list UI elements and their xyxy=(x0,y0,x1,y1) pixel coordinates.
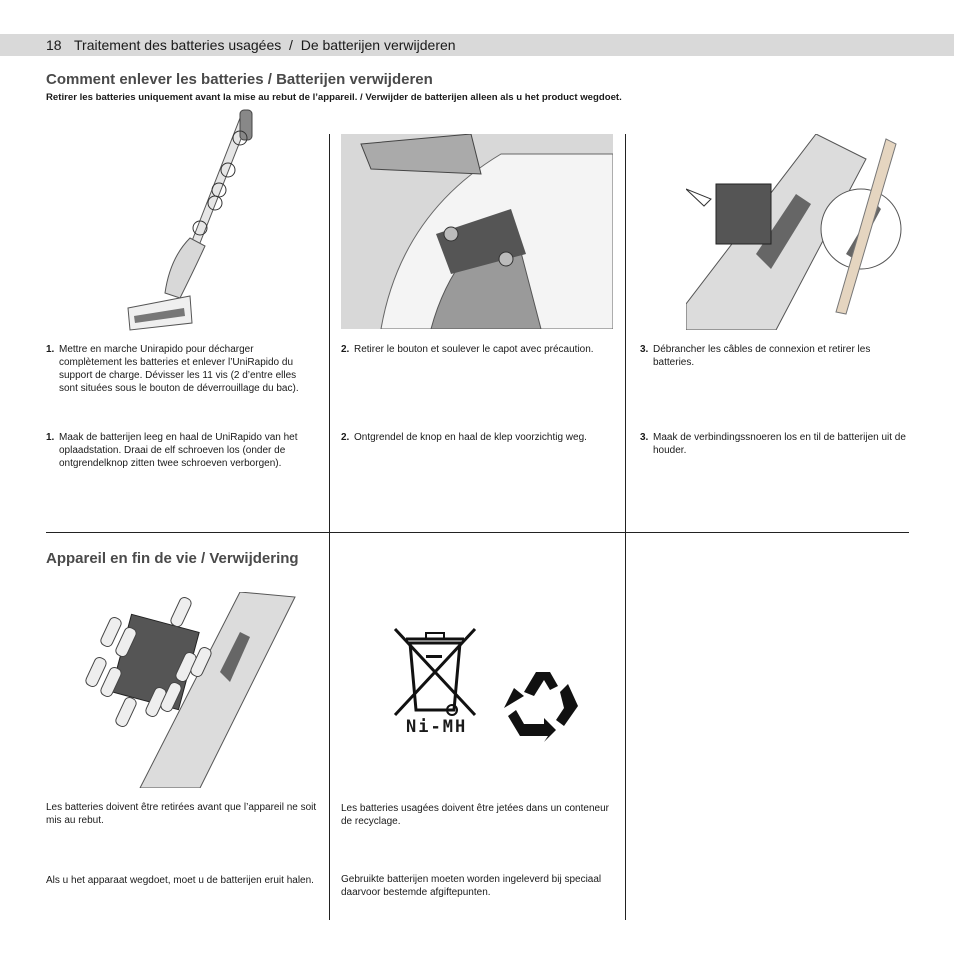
end-of-life-text-nl: Als u het apparaat wegdoet, moet u de batterijen eruit halen. xyxy=(46,875,314,886)
step-1-nl: 1. Maak de batterijen leeg en haal de UniRapido van het oplaadstation. Draai de elf schroeven los (onder de ontgrendelknop zitten twee schroeven verborgen). xyxy=(46,432,298,469)
step-2-fr: 2. Retirer le bouton et soulever le capot avec précaution. xyxy=(341,344,594,355)
step-3-nl: 3. Maak de verbindingssnoeren los en til de batterijen uit de houder. xyxy=(640,432,906,456)
step-1-fr: 1. Mettre en marche Unirapido pour décharger complètement les batteries et enlever l’UniRapido du support de charge. Dévisser les 11 vis (2 d’entre elles sont situées sous le bouton de déverrouillage du bac). xyxy=(46,344,299,394)
page-number: 18 xyxy=(46,37,62,53)
batteries-exploded-illustration xyxy=(80,592,300,788)
page-header-title: Traitement des batteries usagées / De batterijen verwijderen xyxy=(74,37,456,53)
column-divider xyxy=(625,134,626,532)
vacuum-screws-illustration xyxy=(120,108,270,333)
open-cover-illustration xyxy=(341,134,613,329)
section-heading-remove-batteries: Comment enlever les batteries / Batterijen verwijderen xyxy=(46,71,433,88)
section-heading-end-of-life: Appareil en fin de vie / Verwijdering xyxy=(46,550,299,567)
recycling-text-nl: Gebruikte batterijen moeten worden ingeleverd bij speciaal daarvoor bestemde afgiftepunten. xyxy=(341,874,602,898)
section-divider xyxy=(46,532,909,533)
recycling-text-fr: Les batteries usagées doivent être jetées dans un conteneur de recyclage. xyxy=(341,803,609,827)
step-3-fr: 3. Débrancher les câbles de connexion et retirer les batteries. xyxy=(640,344,871,368)
column-divider xyxy=(329,134,330,532)
battery-removal-illustration xyxy=(686,134,906,330)
end-of-life-text-fr: Les batteries doivent être retirées avant que l’appareil ne soit mis au rebut. xyxy=(46,802,317,826)
recycle-icon xyxy=(498,662,580,744)
column-divider xyxy=(625,532,626,920)
section-subheading: Retirer les batteries uniquement avant la mise au rebut de l’appareil. / Verwijder de batterijen alleen als u het product wegdoet. xyxy=(46,92,622,103)
column-divider xyxy=(329,532,330,920)
step-2-nl: 2. Ontgrendel de knop en haal de klep voorzichtig weg. xyxy=(341,432,587,443)
page-header xyxy=(0,34,954,56)
ni-mh-label: Ni-MH xyxy=(406,717,468,737)
crossed-bin-icon xyxy=(390,625,480,740)
